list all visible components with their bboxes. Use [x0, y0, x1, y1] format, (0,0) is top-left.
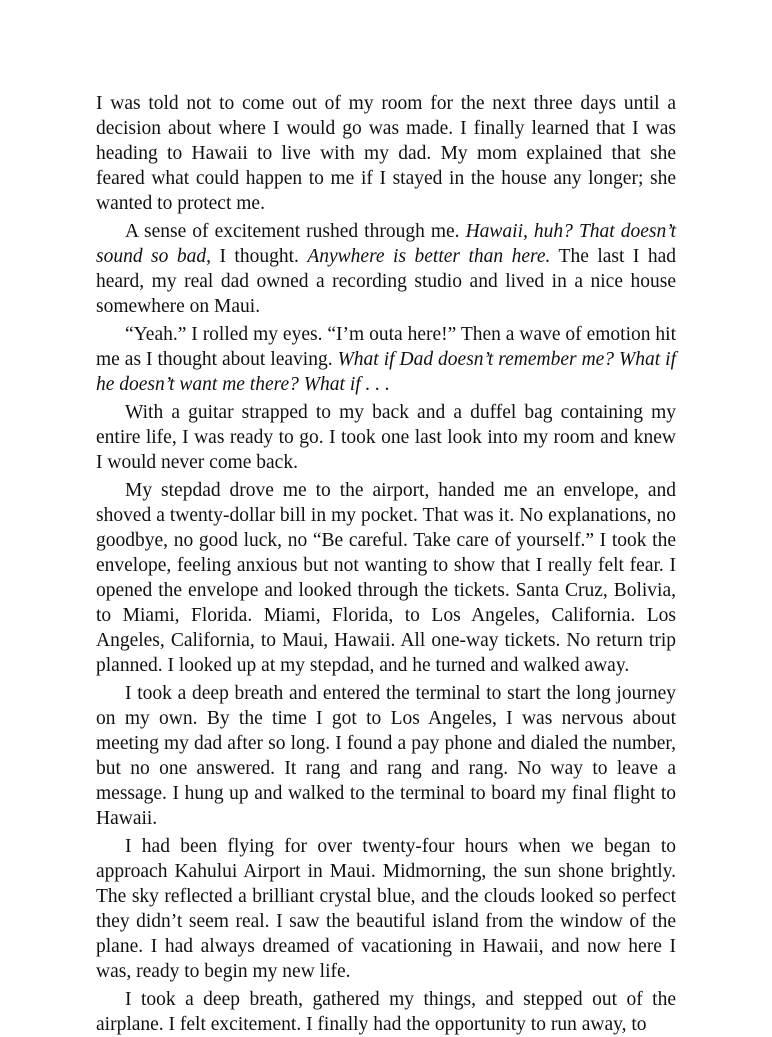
paragraph-1-text: I was told not to come out of my room for the next three days until a decision about where I would go was made. I finally learned that I was heading to Hawaii to live with my dad. My mom explained that she feared what could happen to me if I stayed in the house any longer; she wanted to protect me. [96, 93, 676, 214]
paragraph-2 [96, 219, 676, 319]
paragraph-6-text: I took a deep breath and entered the terminal to start the long journey on my own. By the time I got to Los Angeles, I was nervous about meeting my dad after so long. I found a pay phone and dialed the number, but no one answered. It rang and rang and rang. No way to leave a message. I hung up and walked to the terminal to board my final flight to Hawaii. [96, 683, 676, 829]
paragraph-2-italic-thought-b: Anywhere is better than here. [307, 246, 551, 267]
paragraph-7 [96, 834, 676, 984]
paragraph-5 [96, 478, 676, 678]
paragraph-2-italic-thought-a: Hawaii, huh? That doesn’t sound so bad [96, 221, 676, 267]
paragraph-7-text: I had been flying for over twenty-four hours when we began to approach Kahului Airport in Maui. Midmorning, the sun shone brightly. The sky reflected a brilliant crystal blue, and the clouds looked so perfect they didn’t seem real. I saw the beautiful island from the window of the plane. I had always dreamed of vacationing in Hawaii, and now here I was, ready to begin my new life. [96, 836, 676, 982]
paragraph-4-text: With a guitar strapped to my back and a duffel bag containing my entire life, I was ready to go. I took one last look into my room and knew I would never come back. [96, 402, 676, 473]
paragraph-3-italic-thought: What if Dad doesn’t remember me? What if he doesn’t want me there? What if . . . [96, 349, 676, 395]
paragraph-2-text-a: A sense of excitement rushed through me. [125, 221, 466, 242]
paragraph-3 [96, 322, 676, 397]
paragraph-5-text: My stepdad drove me to the airport, handed me an envelope, and shoved a twenty-dollar bill in my pocket. That was it. No explanations, no goodbye, no good luck, no “Be careful. Take care of yourself.” I took the envelope, feeling anxious but not wanting to show that I really felt fear. I opened the envelope and looked through the tickets. Santa Cruz, Bolivia, to Miami, Florida. Miami, Florida, to Los Angeles, California. Los Angeles, California, to Maui, Hawaii. All one-way tickets. No return trip planned. I looked up at my stepdad, and he turned and walked away. [96, 480, 676, 676]
paragraph-8-text: I took a deep breath, gathered my things, and stepped out of the airplane. I felt excitement. I finally had the opportunity to run away, to [96, 989, 676, 1035]
book-page-text [96, 91, 676, 1037]
paragraph-1 [96, 91, 676, 216]
paragraph-2-text-c: The last I had heard, my real dad owned a recording studio and lived in a nice house somewhere on Maui. [96, 246, 676, 317]
paragraph-4 [96, 400, 676, 475]
paragraph-2-text-b: , I thought. [206, 246, 308, 267]
paragraph-3-text: “Yeah.” I rolled my eyes. “I’m outa here!” Then a wave of emotion hit me as I thought about leaving. [96, 324, 676, 370]
paragraph-8 [96, 987, 676, 1037]
paragraph-6 [96, 681, 676, 831]
